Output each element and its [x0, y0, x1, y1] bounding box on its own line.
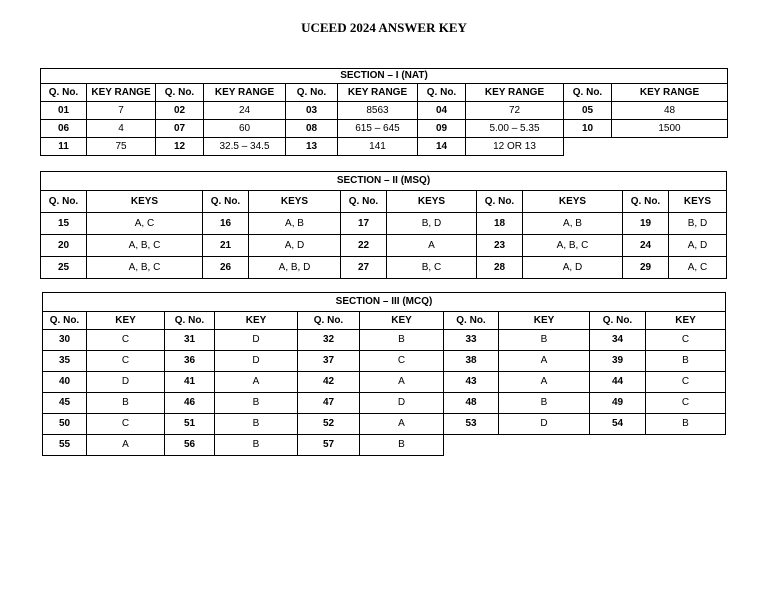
answer-key: A, B [523, 213, 623, 235]
answer-key: B [215, 414, 298, 435]
column-header-qno: Q. No. [564, 84, 612, 102]
empty-cell [646, 435, 726, 456]
question-number: 13 [286, 138, 338, 156]
question-number: 12 [156, 138, 204, 156]
column-header-qno: Q. No. [203, 191, 249, 213]
section-1-caption: SECTION – I (NAT) [41, 69, 728, 84]
question-number: 37 [298, 351, 360, 372]
question-number: 01 [41, 102, 87, 120]
empty-cell [590, 435, 646, 456]
question-number: 02 [156, 102, 204, 120]
answer-key: A, C [669, 257, 727, 279]
page-title: UCEED 2024 ANSWER KEY [301, 20, 467, 35]
column-header-qno: Q. No. [165, 312, 215, 330]
empty-cell [612, 138, 728, 156]
question-number: 44 [590, 372, 646, 393]
empty-cell [444, 435, 499, 456]
question-number: 41 [165, 372, 215, 393]
question-number: 15 [41, 213, 87, 235]
question-number: 54 [590, 414, 646, 435]
column-header-qno: Q. No. [286, 84, 338, 102]
answer-key: 24 [204, 102, 286, 120]
answer-key: A, B, C [87, 235, 203, 257]
question-number: 21 [203, 235, 249, 257]
table-row [41, 102, 728, 120]
column-header-qno: Q. No. [623, 191, 669, 213]
answer-key: 1500 [612, 120, 728, 138]
question-number: 51 [165, 414, 215, 435]
answer-key: A [387, 235, 477, 257]
answer-key: 141 [338, 138, 418, 156]
question-number: 19 [623, 213, 669, 235]
answer-key: 615 – 645 [338, 120, 418, 138]
answer-key: A, B, C [523, 235, 623, 257]
column-header-qno: Q. No. [43, 312, 87, 330]
column-header-keys: KEYS [523, 191, 623, 213]
question-number: 24 [623, 235, 669, 257]
question-number: 30 [43, 330, 87, 351]
empty-cell [499, 435, 590, 456]
question-number: 46 [165, 393, 215, 414]
answer-key: C [87, 351, 165, 372]
question-number: 23 [477, 235, 523, 257]
answer-key: D [360, 393, 444, 414]
answer-key: B, D [387, 213, 477, 235]
table-row [41, 235, 727, 257]
answer-key: A, B, D [249, 257, 341, 279]
question-number: 48 [444, 393, 499, 414]
question-number: 57 [298, 435, 360, 456]
question-number: 17 [341, 213, 387, 235]
section-2-table [40, 171, 727, 279]
answer-key: B [360, 330, 444, 351]
question-number: 22 [341, 235, 387, 257]
question-number: 38 [444, 351, 499, 372]
answer-key: C [646, 330, 726, 351]
column-header-qno: Q. No. [41, 191, 87, 213]
question-number: 09 [418, 120, 466, 138]
column-header-key-range: KEY RANGE [612, 84, 728, 102]
answer-key: C [87, 414, 165, 435]
question-number: 18 [477, 213, 523, 235]
question-number: 43 [444, 372, 499, 393]
question-number: 26 [203, 257, 249, 279]
section-1-table [40, 68, 728, 156]
question-number: 06 [41, 120, 87, 138]
question-number: 27 [341, 257, 387, 279]
column-header-qno: Q. No. [418, 84, 466, 102]
answer-key: A [499, 372, 590, 393]
column-header-qno: Q. No. [477, 191, 523, 213]
table-row [41, 213, 727, 235]
answer-key: C [646, 372, 726, 393]
question-number: 49 [590, 393, 646, 414]
answer-key: B, C [387, 257, 477, 279]
answer-key: A, D [523, 257, 623, 279]
answer-key: 48 [612, 102, 728, 120]
column-header-qno: Q. No. [156, 84, 204, 102]
column-header-key: KEY [87, 312, 165, 330]
question-number: 55 [43, 435, 87, 456]
answer-key: 60 [204, 120, 286, 138]
column-header-qno: Q. No. [298, 312, 360, 330]
question-number: 29 [623, 257, 669, 279]
question-number: 25 [41, 257, 87, 279]
answer-key: 12 OR 13 [466, 138, 564, 156]
table-row [41, 138, 728, 156]
question-number: 20 [41, 235, 87, 257]
answer-key: 75 [87, 138, 156, 156]
question-number: 31 [165, 330, 215, 351]
answer-key: B [499, 393, 590, 414]
column-header-keys: KEYS [387, 191, 477, 213]
question-number: 28 [477, 257, 523, 279]
question-number: 32 [298, 330, 360, 351]
table-row [41, 257, 727, 279]
answer-key: B [646, 351, 726, 372]
answer-key: B [215, 435, 298, 456]
answer-key: A [87, 435, 165, 456]
answer-key: A, B, C [87, 257, 203, 279]
question-number: 47 [298, 393, 360, 414]
table-row [43, 393, 726, 414]
question-number: 11 [41, 138, 87, 156]
question-number: 07 [156, 120, 204, 138]
answer-key: A, D [669, 235, 727, 257]
question-number: 14 [418, 138, 466, 156]
section-3-caption: SECTION – III (MCQ) [43, 293, 726, 312]
column-header-qno: Q. No. [444, 312, 499, 330]
answer-key: B [215, 393, 298, 414]
column-header-key: KEY [215, 312, 298, 330]
answer-key: B, D [669, 213, 727, 235]
answer-key: B [499, 330, 590, 351]
column-header-qno: Q. No. [341, 191, 387, 213]
answer-key: B [646, 414, 726, 435]
answer-key: 72 [466, 102, 564, 120]
answer-key: D [87, 372, 165, 393]
table-row [43, 351, 726, 372]
answer-key: B [87, 393, 165, 414]
table-row [43, 435, 726, 456]
empty-cell [564, 138, 612, 156]
answer-key: A [499, 351, 590, 372]
column-header-key-range: KEY RANGE [466, 84, 564, 102]
answer-key: A, C [87, 213, 203, 235]
question-number: 52 [298, 414, 360, 435]
answer-key: 5.00 – 5.35 [466, 120, 564, 138]
question-number: 03 [286, 102, 338, 120]
answer-key: 8563 [338, 102, 418, 120]
question-number: 39 [590, 351, 646, 372]
table-row [43, 372, 726, 393]
table-row [43, 330, 726, 351]
column-header-keys: KEYS [669, 191, 727, 213]
question-number: 16 [203, 213, 249, 235]
answer-key: A [215, 372, 298, 393]
column-header-key-range: KEY RANGE [338, 84, 418, 102]
section-3-table [42, 292, 726, 456]
answer-key: A [360, 372, 444, 393]
answer-key: D [215, 330, 298, 351]
column-header-key-range: KEY RANGE [87, 84, 156, 102]
column-header-keys: KEYS [249, 191, 341, 213]
question-number: 05 [564, 102, 612, 120]
column-header-key-range: KEY RANGE [204, 84, 286, 102]
column-header-qno: Q. No. [41, 84, 87, 102]
answer-key: C [360, 351, 444, 372]
table-row [43, 414, 726, 435]
question-number: 35 [43, 351, 87, 372]
question-number: 42 [298, 372, 360, 393]
question-number: 56 [165, 435, 215, 456]
question-number: 36 [165, 351, 215, 372]
answer-key: D [499, 414, 590, 435]
answer-key: 4 [87, 120, 156, 138]
question-number: 45 [43, 393, 87, 414]
answer-key: B [360, 435, 444, 456]
question-number: 34 [590, 330, 646, 351]
column-header-key: KEY [360, 312, 444, 330]
section-2-caption: SECTION – II (MSQ) [41, 172, 727, 191]
table-row [41, 120, 728, 138]
answer-key: C [87, 330, 165, 351]
answer-key: A, D [249, 235, 341, 257]
column-header-qno: Q. No. [590, 312, 646, 330]
question-number: 08 [286, 120, 338, 138]
answer-key: A [360, 414, 444, 435]
question-number: 40 [43, 372, 87, 393]
column-header-key: KEY [499, 312, 590, 330]
question-number: 53 [444, 414, 499, 435]
question-number: 10 [564, 120, 612, 138]
question-number: 50 [43, 414, 87, 435]
answer-key: C [646, 393, 726, 414]
column-header-key: KEY [646, 312, 726, 330]
column-header-keys: KEYS [87, 191, 203, 213]
answer-key: A, B [249, 213, 341, 235]
answer-key: 7 [87, 102, 156, 120]
question-number: 33 [444, 330, 499, 351]
question-number: 04 [418, 102, 466, 120]
answer-key: 32.5 – 34.5 [204, 138, 286, 156]
answer-key: D [215, 351, 298, 372]
